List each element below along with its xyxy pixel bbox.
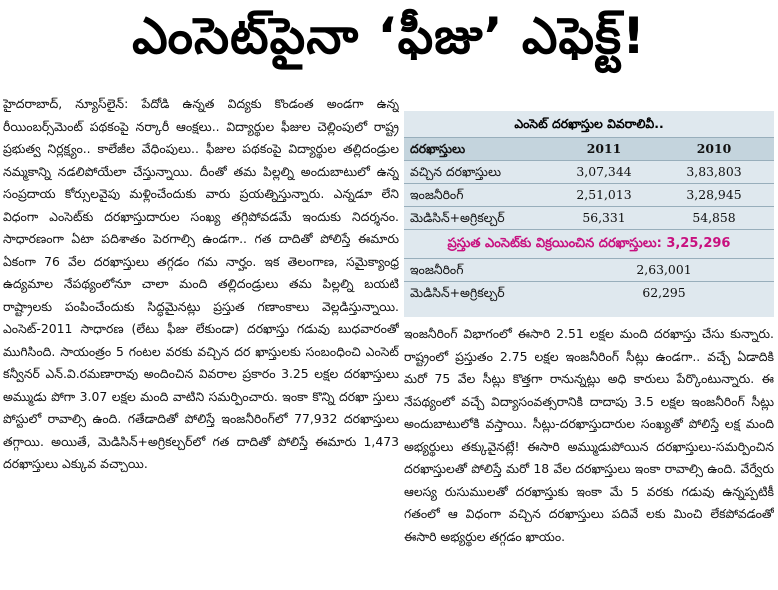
article-paragraph: హైదరాబాద్‌, న్యూస్‌లైన్‌: పేదోడి ఉన్నత విద్యకు కొండంత అండగా ఉన్న రీయింబర్స్‌మెంట్‌ పథకంపై నర్కారీ ఆంక్షలు.. విద్యార్థుల ఫీజుల చెల్లింపులో రాష్ట్ర ప్రభుత్వ నిర్లక్ష్యం.. కాలేజీల వేధింపులు.. ఫీజుల పథకంపై విద్యార్థుల తల్లిదండ్రుల నమ్మకాన్ని నడలిపోయేలా చేస్తున్నాయి. దీంతో తమ పిల్లల్ని అందుబాటులో ఉన్న సంప్రదాయ కోర్సులవైపు మళ్లించేందుకు వారు ప్రయత్నిస్తున్నారు. ఎన్నడూ లేని విధంగా ఎంసెట్‌కు దరఖాస్తుదారుల సంఖ్య తగ్గిపోవడమే ఇందుకు నిదర్శనం. సాధారణంగా ఏటా పదిశాతం పెరగాల్సి ఉండగా.. గత దాదితో పోలిస్తే ఈమారు ఏకంగా 76 వేల దరఖాస్తులు తగ్గడం గమ నార్హం. ఇక తెలంగాణ, సమైక్యాంధ్ర ఉద్యమాల నేపథ్యంలోనూ చాలా మంది తల్లిదండ్రులు తమ పిల్లల్ని బయటి రాష్ట్రాలకు పంపించేందుకు సిద్ధమైనట్లు ప్రస్తుత గణాంకాలు వెల్లడిస్తున్నాయి. ఎంసెట్‌-2011 సాధారణ (లేటు ఫీజు లేకుండా) దరఖాస్తు గడువు బుధవారంతో ముగిసింది. సాయంత్రం 5 గంటల వరకు వచ్చిన దర ఖాస్తులకు సంబంధించి ఎంసెట్‌ కన్వీనర్‌ ఎన్‌.వి.రమణారావు అందించిన వివరాల ప్రకారం 3.25 లక్షల దరఖాస్తులు అమ్ముడు పోగా 3.07 లక్షల మంది వాటిని సమర్పించారు. ఇంకా కొన్ని దరఖా స్తులు పోస్టులో రావాల్సి ఉంది. గతేడాదితో పోలిస్తే ఇంజనీరింగ్‌లో 77,932 దరఖాస్తులు తగ్గాయి. అయితే, మెడిసిన్‌+అగ్రికల్చర్‌లో గత దాదితో పోలిస్తే ఈమారు 1,473 దరఖాస్తులు ఎక్కువ వచ్చాయి. [3,96,399,471]
article-right-column [404,323,774,587]
applications-table [404,111,774,317]
table-cell-label: మెడిసిన్‌+అగ్రికల్చర్‌ [410,210,505,225]
table-cell-label: మెడిసిన్‌+అగ్రికల్చర్‌ [410,285,505,300]
table-cell-label: ఇంజనీరింగ్‌ [410,187,464,202]
table-header-row [404,137,774,160]
table-cell-label: వచ్చిన దరఖాస్తులు [410,164,502,179]
table-row [404,206,774,229]
article-left-column [3,93,399,587]
table-header-2010: 2010 [696,141,732,156]
table-cell-2010: 54,858 [692,210,736,225]
table-row [404,160,774,183]
table-cell-label: ఇంజనీరింగ్‌ [410,262,464,277]
table-header-label: దరఖాస్తులు [410,141,466,156]
table-row [404,281,774,304]
table-row [404,183,774,206]
table-cell-2011: 3,07,344 [576,164,632,179]
table-cell-value: 62,295 [642,285,686,300]
table-highlight: ప్రస్తుత ఎంసెట్‌కు విక్రయించిన దరఖాస్తులు: 3,25,296 [404,229,774,258]
table-cell-2011: 2,51,013 [576,187,632,202]
headline: ఎంసెట్‌పైనా ‘ఫీజు’ ఎఫెక్ట్‌! [132,6,646,65]
table-cell-2011: 56,331 [582,210,626,225]
table-cell-2010: 3,28,945 [686,187,742,202]
table-row [404,258,774,281]
article-paragraph: ఇంజనీరింగ్‌ విభాగంలో ఈసారి 2.51 లక్షల మంది దరఖాస్తు చేసు కున్నారు. రాష్ట్రంలో ప్రస్తుతం 2.75 లక్షల ఇంజనీరింగ్‌ సీట్లు ఉండగా.. వచ్చే ఏడాదికి మరో 75 వేల సీట్లు కొత్తగా రానున్నట్లు అధి కారులు పేర్కొంటున్నారు. ఈ నేపథ్యంలో వచ్చే విద్యాసంవత్సరానికి దాదాపు 3.5 లక్షల ఇంజనీరింగ్‌ సీట్లు అందుబాటులోకి వస్తాయి. సీట్లు-దరఖాస్తుదారుల సంఖ్యతో పోలిస్తే లక్ష మంది అభ్యర్థులు తక్కువైనట్లే! ఈసారి అమ్ముడుపోయిన దరఖాస్తులు-సమర్పించిన దరఖాస్తులతో పోలిస్తే మరో 18 వేల దరఖాస్తులు ఇంకా రావాల్సి ఉంది. వేర్వేరు ఆలస్య రుసుములతో దరఖాస్తుకు ఇంకా మే 5 వరకు గడువు ఉన్నప్పటికీ గతంలో ఆ విధంగా వచ్చిన దరఖాస్తులు పదివే లకు మించి లేకపోవడంతో ఈసారి అభ్యర్థుల తగ్గడం ఖాయం. [404,326,774,544]
table-cell-value: 2,63,001 [636,262,692,277]
table-title: ఎంసెట్‌ దరఖాస్తుల వివరాలివీ.. [514,116,664,131]
table-cell-2010: 3,83,803 [686,164,742,179]
table-header-2011: 2011 [586,141,622,156]
